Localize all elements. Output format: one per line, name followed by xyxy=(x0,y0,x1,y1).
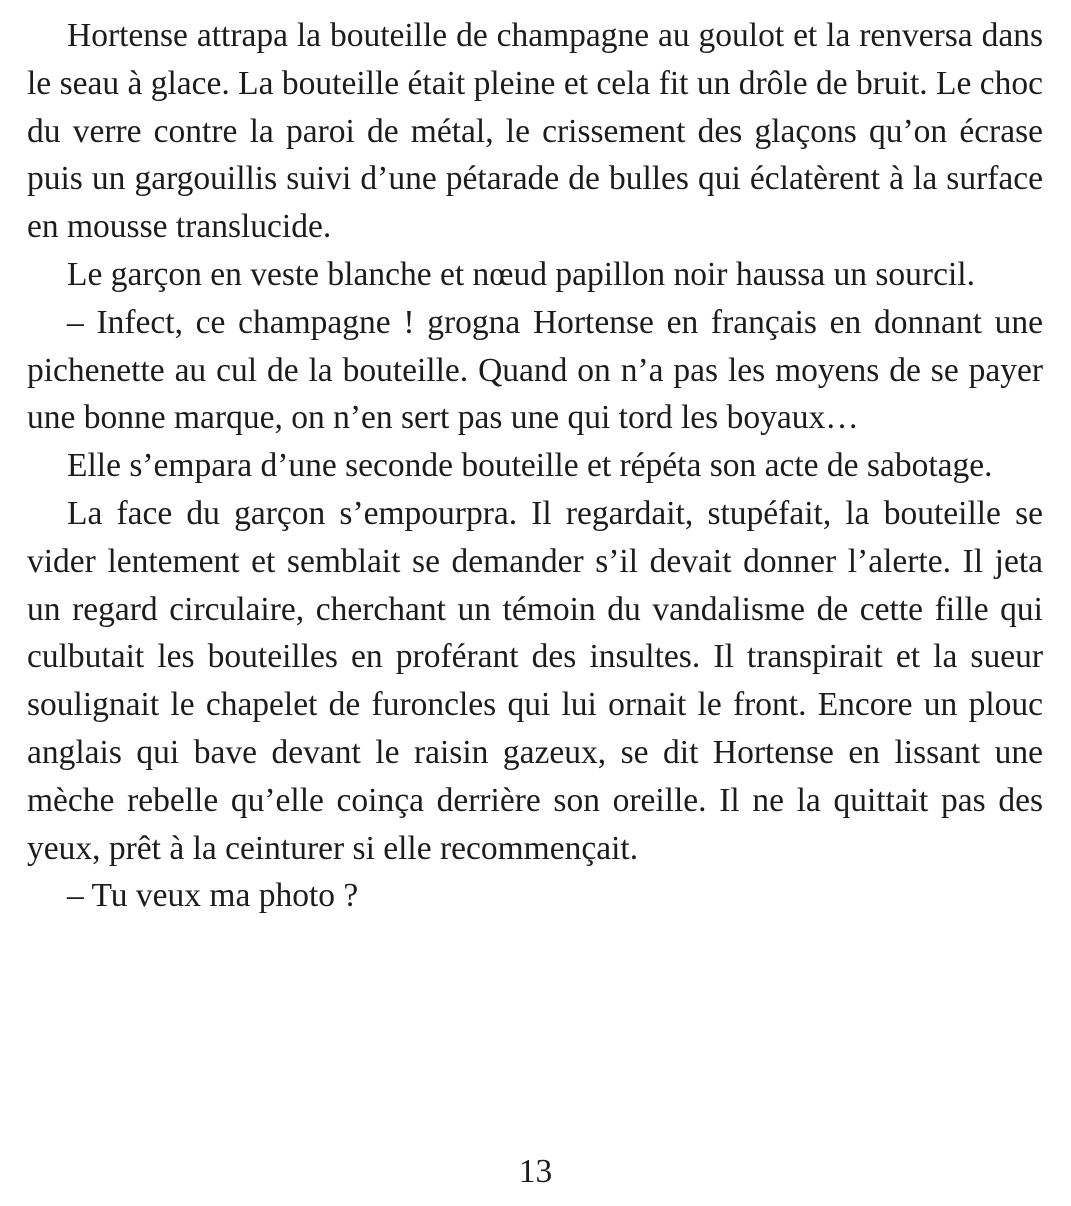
paragraph-2: Le garçon en veste blanche et nœud papillon noir haussa un sourcil. xyxy=(67,255,975,293)
paragraph-5: La face du garçon s’empourpra. Il regardait, stupéfait, la bouteille se vider lentement et semblait se demander s’il devait donner l’alerte. Il jeta un regard circulaire, cherchant un témoin du vandalisme de cette fille qui culbutait les bouteilles en proférant des insultes. Il transpirait et la sueur soulignait le chapelet de furoncles qui lui ornait le front. Encore un plouc anglais qui bave devant le raisin gazeux, se dit Hortense en lissant une mèche rebelle qu’elle coinça derrière son oreille. Il ne la quittait pas des yeux, prêt à la ceinturer si elle recommençait. xyxy=(27,494,1043,867)
page-text xyxy=(27,12,1043,920)
paragraph-3: – Infect, ce champagne ! grogna Hortense en français en donnant une pichenette au cul de la bouteille. Quand on n’a pas les moyens de se payer une bonne marque, on n’en sert pas une qui tord les boyaux… xyxy=(27,303,1043,437)
paragraph-4: Elle s’empara d’une seconde bouteille et répéta son acte de sabotage. xyxy=(67,447,993,485)
paragraph-1: Hortense attrapa la bouteille de champagne au goulot et la renversa dans le seau à glace. La bouteille était pleine et cela fit un drôle de bruit. Le choc du verre contre la paroi de métal, le crissement des glaçons qu’on écrase puis un gargouillis suivi d’une pétarade de bulles qui éclatèrent à la surface en mousse translucide. xyxy=(27,17,1043,246)
paragraph-6: – Tu veux ma photo ? xyxy=(67,877,359,915)
page-number: 13 xyxy=(518,1153,553,1190)
